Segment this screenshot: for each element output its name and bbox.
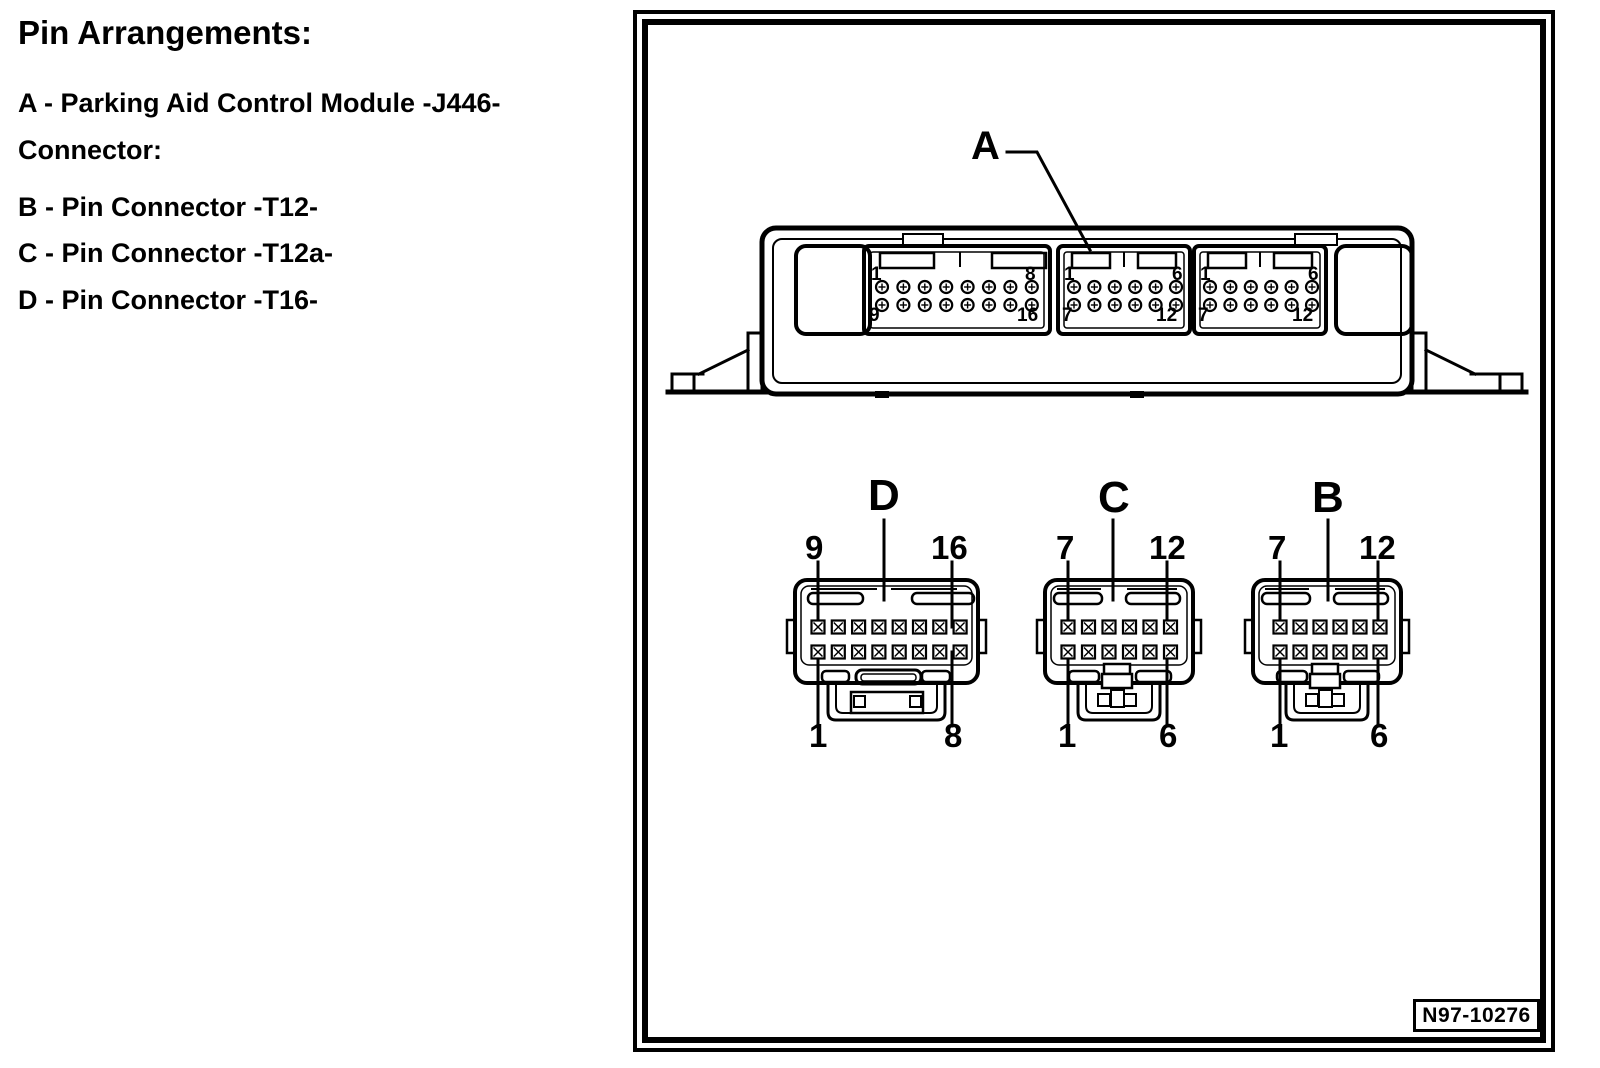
connector-d-callout-label: D <box>868 471 900 520</box>
connector-c-pin-bottom-right: 6 <box>1159 717 1178 754</box>
connector-b-pin-top-left: 7 <box>1268 529 1287 566</box>
socket-t16-pin-top-left: 1 <box>871 264 882 285</box>
module-left-bracket <box>668 333 766 392</box>
socket-t12a-pin-top-right: 6 <box>1172 264 1183 285</box>
socket-t12-pin-bottom-left: 7 <box>1198 305 1209 326</box>
connector-d-pin-bottom-left: 1 <box>809 717 828 754</box>
socket-t12-pin-top-left: 1 <box>1200 264 1211 285</box>
connector-c-pins <box>1062 621 1178 659</box>
connector-c-callout-label: C <box>1098 473 1130 522</box>
connector-b-callout-label: B <box>1312 473 1344 522</box>
socket-t12-pin-top-right: 6 <box>1308 264 1319 285</box>
legend-item-connector: Connector: <box>18 135 162 165</box>
connector-c-pin-bottom-left: 1 <box>1058 717 1077 754</box>
legend-item-c: C - Pin Connector -T12a- <box>18 238 334 268</box>
module-callout-leader-line <box>1007 152 1090 250</box>
figure-id-box <box>1413 999 1540 1032</box>
socket-t12-pin-bottom-right: 12 <box>1292 305 1314 326</box>
connector-c-pin-top-right: 12 <box>1149 529 1186 566</box>
connector-b-pin-top-right: 12 <box>1359 529 1396 566</box>
socket-t12a-pin-bottom-left: 7 <box>1062 305 1073 326</box>
figure-id: N97-10276 <box>1422 1003 1531 1027</box>
socket-t16-pin-top-right: 8 <box>1025 264 1036 285</box>
legend-item-b: B - Pin Connector -T12- <box>18 192 319 222</box>
connector-b-pin-bottom-left: 1 <box>1270 717 1289 754</box>
connector-d-pin-top-right: 16 <box>931 529 968 566</box>
socket-t16-pin-bottom-left: 9 <box>869 305 880 326</box>
module-left-pocket <box>796 246 870 334</box>
connector-b-pin-bottom-right: 6 <box>1370 717 1389 754</box>
connector-b-pins <box>1274 621 1387 659</box>
socket-t12a-pin-bottom-right: 12 <box>1156 305 1178 326</box>
connector-d-pin-bottom-right: 8 <box>944 717 963 754</box>
legend-item-a: A - Parking Aid Control Module -J446- <box>18 88 501 118</box>
socket-t12a-pin-top-left: 1 <box>1064 264 1075 285</box>
module-socket-t16-pins <box>876 281 1038 311</box>
legend-item-d: D - Pin Connector -T16- <box>18 285 319 315</box>
connector-c-pin-top-left: 7 <box>1056 529 1075 566</box>
connector-d-pin-top-left: 9 <box>805 529 824 566</box>
socket-t16-pin-bottom-right: 16 <box>1017 305 1039 326</box>
connector-d-pins <box>812 621 967 659</box>
module-callout-label: A <box>971 124 1000 168</box>
module-drawing <box>668 152 1526 398</box>
page-title: Pin Arrangements: <box>18 14 313 51</box>
module-right-bracket <box>1408 333 1526 392</box>
